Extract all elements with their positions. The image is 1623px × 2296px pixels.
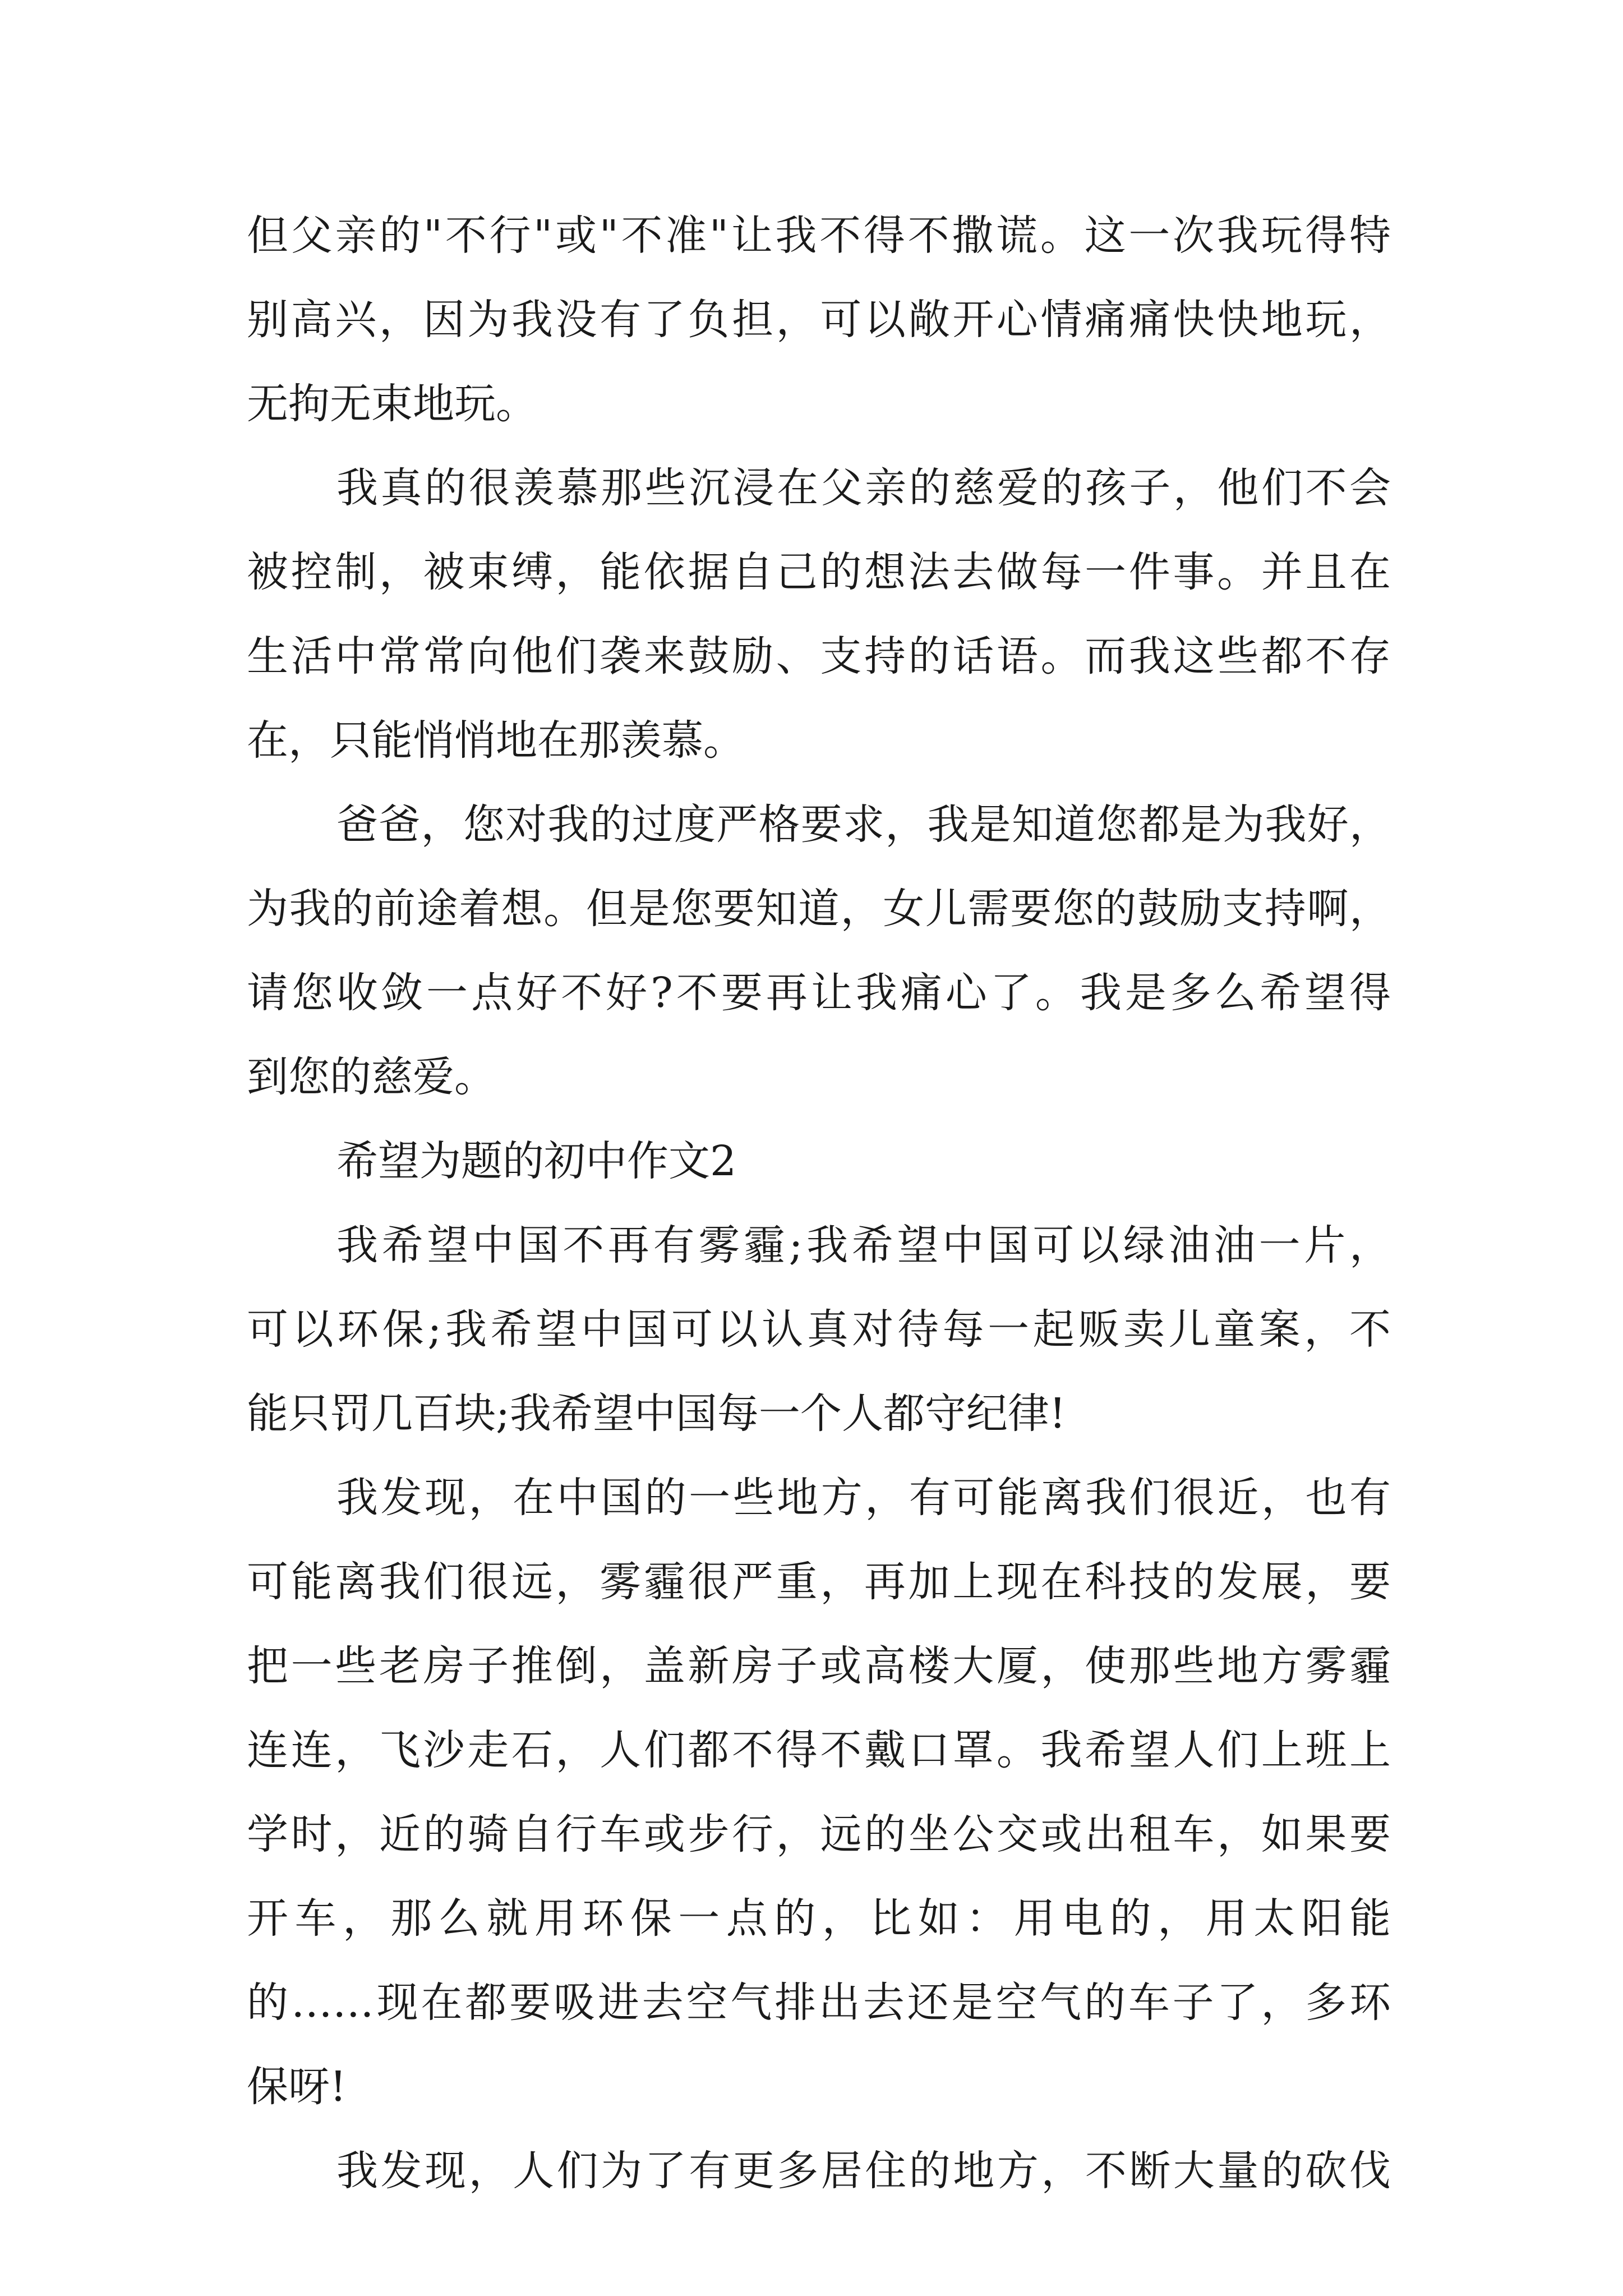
paragraph-line: 的……现在都要吸进去空气排出去还是空气的车子了，多环: [247, 1978, 1391, 2027]
paragraph-line: 连连，飞沙走石，人们都不得不戴口罩。我希望人们上班上: [247, 1726, 1391, 1774]
paragraph-line: 被控制，被束缚，能依据自己的想法去做每一件事。并且在: [247, 548, 1391, 596]
paragraph-line: 爸爸，您对我的过度严格要求，我是知道您都是为我好，: [336, 800, 1391, 849]
paragraph-line: 我发现，在中国的一些地方，有可能离我们很近，也有: [336, 1474, 1391, 1522]
paragraph-line: 到您的慈爱。: [247, 1053, 496, 1101]
paragraph-line: 但父亲的"不行"或"不准"让我不得不撒谎。这一次我玩得特: [247, 211, 1391, 260]
paragraph-line: 能只罚几百块;我希望中国每一个人都守纪律!: [247, 1389, 1066, 1438]
paragraph-line: 可能离我们很远，雾霾很严重，再加上现在科技的发展，要: [247, 1558, 1391, 1606]
paragraph-line: 生活中常常向他们袭来鼓励、支持的话语。而我这些都不存: [247, 632, 1391, 680]
paragraph-line: 无拘无束地玩。: [247, 380, 537, 428]
paragraph-line: 请您收敛一点好不好?不要再让我痛心了。我是多么希望得: [247, 969, 1391, 1017]
paragraph-line: 我希望中国不再有雾霾;我希望中国可以绿油油一片，: [336, 1221, 1391, 1269]
paragraph-line: 开车，那么就用环保一点的，比如：用电的，用太阳能: [247, 1894, 1391, 1943]
paragraph-line: 把一些老房子推倒，盖新房子或高楼大厦，使那些地方雾霾: [247, 1642, 1391, 1690]
paragraph-line: 我真的很羡慕那些沉浸在父亲的慈爱的孩子，他们不会: [336, 464, 1391, 512]
paragraph-line: 为我的前途着想。但是您要知道，女儿需要您的鼓励支持啊，: [247, 885, 1391, 933]
paragraph-line: 学时，近的骑自行车或步行，远的坐公交或出租车，如果要: [247, 1810, 1391, 1858]
section-heading: 希望为题的初中作文2: [336, 1137, 737, 1185]
paragraph-line: 我发现，人们为了有更多居住的地方，不断大量的砍伐: [336, 2147, 1391, 2195]
paragraph-line: 在，只能悄悄地在那羡慕。: [247, 716, 745, 765]
paragraph-line: 保呀!: [247, 2063, 347, 2111]
paragraph-line: 可以环保;我希望中国可以认真对待每一起贩卖儿童案，不: [247, 1305, 1391, 1354]
paragraph-line: 别高兴，因为我没有了负担，可以敞开心情痛痛快快地玩，: [247, 296, 1391, 344]
